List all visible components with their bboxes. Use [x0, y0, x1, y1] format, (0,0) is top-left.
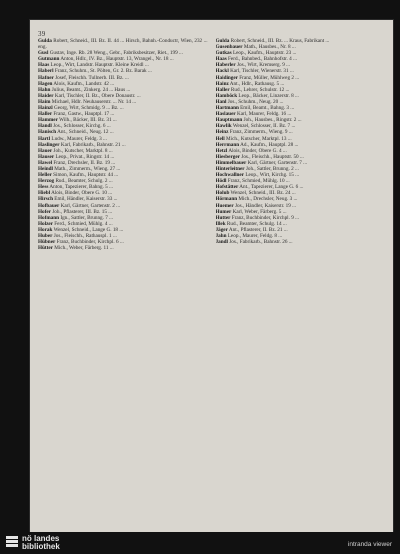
entry-name: Horak — [38, 226, 53, 233]
entry-name: Holzer — [38, 220, 53, 227]
entry-text: Alois, Kaufm., Landstr. 42 ... — [52, 80, 115, 87]
entry-name: Gulda — [215, 38, 230, 44]
text-columns — [38, 38, 385, 526]
entry-text: Wilh., Bäcker, III. Bz. 31 ... — [57, 117, 117, 124]
entry-name: Hartl — [38, 135, 51, 142]
entry-name: Hübner — [38, 239, 56, 246]
entry-text: Ant., Hdlr., Rathausg. 5 ... — [228, 80, 285, 87]
entry-name: Gutmann — [38, 56, 60, 63]
directory-entry — [216, 239, 386, 245]
entry-text: Ant., Pflasterer, II. Bz. 21 ... — [227, 226, 288, 233]
entry-name: Herrmann — [215, 141, 240, 148]
entry-text: Karl, Weber, Färberg. 5 ... — [231, 208, 287, 215]
entry-name: Gusl — [38, 50, 49, 57]
entry-text: Franz, Buchbinder, Kirchpl. 6 ... — [55, 239, 124, 246]
entry-text: Jos., Fleischh., Rathauspl. 1 ... — [52, 233, 117, 239]
entry-text: Karl, Maurer, Feldg. 16 ... — [235, 111, 292, 118]
entry-name: Hanl — [215, 98, 227, 105]
entry-name: Hahn — [38, 86, 51, 93]
entry-name: Haas — [215, 56, 227, 63]
entry-text: Joh., Kutscher, Marktpl. 8 ... — [52, 147, 113, 154]
entry-text: Jos., Fleischh., Hauptstr. 50 ... — [240, 153, 304, 160]
entry-name: Holub — [215, 190, 230, 197]
entry-name: Hetzl — [215, 147, 228, 154]
entry-text: Anton, Hdlr., IV. Bz., Hauptstr. 13, Wrangel., Nr. 18 ... — [59, 56, 174, 63]
entry-text: Ad., Kaufm., Hauptpl. 28 ... — [239, 141, 299, 148]
entry-name: Himmelbauer — [215, 159, 247, 166]
entry-text: Mich., Drechsler, Neug. 3 ... — [237, 196, 298, 203]
entry-text: Karl, Gärtner, Gartenstr. 7 ... — [246, 159, 308, 166]
entry-text: Josef, Fleischh. Tullnerb. III. Bz. ... — [53, 74, 129, 81]
entry-name: Gutkas — [215, 50, 232, 57]
entry-name: Gulda — [38, 38, 52, 44]
entry-text: Rud., Beamter, Schulg. 2 ... — [54, 178, 113, 185]
library-logo-text — [22, 535, 60, 551]
entry-name: Hamböck — [215, 92, 238, 99]
entry-text: Franz, Zimmerm., Wieng. 9 ... — [228, 129, 293, 136]
entry-name: Hackl — [215, 68, 229, 75]
entry-text: Karl, Tischler, II. Bz., Obere Donaustr. ... — [53, 92, 141, 99]
viewer-label: intranda viewer — [347, 541, 392, 548]
entry-name: Hauer — [38, 147, 53, 154]
entry-name: Illek — [215, 220, 226, 227]
entry-name: Hell — [215, 135, 225, 142]
entry-name: Hofbauer — [38, 202, 60, 209]
directory-entry — [38, 38, 208, 50]
entry-text: Leop., Kaufm., Hauptstr. 23 ... — [231, 50, 297, 57]
entry-name: Hartmann — [215, 105, 239, 112]
directory-entry — [38, 245, 208, 251]
entry-name: Hainzl — [38, 105, 53, 112]
entry-text: Simon, Kaufm., Hauptstr. 44 ... — [51, 172, 119, 179]
entry-name: Hiebl — [38, 190, 51, 197]
entry-name: Jäger — [215, 226, 228, 233]
entry-text: Jos., Wirt, Kremserg. 9 ... — [235, 62, 291, 69]
entry-name: Haider — [38, 92, 54, 99]
column-left — [38, 38, 208, 526]
entry-text: Julius, Beamt., Zinkerg. 24 ... Haus ... — [50, 86, 131, 93]
entry-text: Jos., Schlosser, Kirchg. 6 ... — [51, 123, 111, 130]
entry-name: Hainz — [215, 80, 229, 87]
entry-name: Hawel — [38, 159, 53, 166]
entry-name: Hochwallner — [215, 172, 245, 179]
entry-text: Karl, Tischler, Wienerstr. 31 ... — [228, 68, 294, 75]
entry-text: Rud., Beamter, Schulg. 14 ... — [225, 220, 287, 227]
entry-name: Jandl — [215, 239, 228, 246]
entry-text: Franz, Buchbinder, Kirchpl. 9 ... — [230, 214, 299, 221]
entry-name: Hütter — [38, 245, 53, 252]
entry-text: Franz, Müller, Mühlweg 2 ... — [237, 74, 300, 81]
entry-text: Leop., Privat., Ringstr. 14 ... — [54, 153, 115, 160]
entry-text: Wenzel, Schlosser, II. Bz. 7 ... — [231, 123, 296, 130]
entry-name: Hofer — [38, 208, 51, 215]
entry-name: Hinterleitner — [215, 165, 245, 172]
entry-name: Jahn — [215, 233, 227, 239]
entry-text: Franz, Gastw., Hauptpl. 17 ... — [52, 111, 115, 118]
page-number: 39 — [38, 30, 46, 38]
entry-text: Leop., Maurer, Feldg. 8 ... — [226, 233, 283, 239]
entry-name: Haberler — [215, 62, 236, 69]
entry-text: Joh., Hausbes., Ringstr. 2 ... — [242, 117, 302, 124]
entry-text: Karl, Fabrikarb., Bahnstr. 21 ... — [59, 141, 126, 148]
entry-text: Ant., Tapezierer, Lange G. 6 ... — [238, 184, 304, 191]
entry-name: Heinz — [215, 129, 229, 136]
entry-name: Hanisch — [38, 129, 57, 136]
entry-text: Ferd., Schmied, Mühlg. 4 ... — [52, 220, 113, 227]
scanned-page — [30, 20, 393, 532]
entry-name: Haslauer — [215, 111, 236, 118]
entry-name: Hammer — [38, 117, 58, 124]
entry-text: Mich., Kutscher, Marktpl. 13 ... — [224, 135, 292, 142]
entry-text: Ant., Schneid., Neug. 12 ... — [56, 129, 114, 136]
entry-text: Alois, Binder, Obere G. 4 ... — [227, 147, 287, 154]
entry-name: Haim — [38, 98, 51, 105]
entry-text: Gustav, Inge. Rb. 28 Weng., Gebr., Fabriksbesitzer, Riet., 199 ... — [48, 50, 183, 57]
entry-text: Robert, Schneid., III. Bz. II. 44 ... Hirsch, Bahnh.-Conductr, Wien, 232 ... eng. — [38, 38, 208, 51]
library-logo[interactable] — [6, 535, 60, 551]
entry-name: Haidinger — [215, 74, 238, 81]
entry-text: Alois, Binder, Obere G. 10 ... — [50, 190, 113, 197]
entry-name: Hawlik — [215, 123, 232, 130]
entry-text: Robert, Schneid., III. Bz. ... Kraus, Fabrikant ... — [229, 38, 330, 44]
entry-text: Jos., Fabrikarb., Bahnstr. 26 ... — [227, 239, 293, 246]
entry-text: Mich., Weber, Färberg. 11 ... — [52, 245, 114, 252]
logo-line-2: bibliothek — [22, 542, 60, 551]
entry-name: Hirsch — [38, 196, 53, 203]
entry-name: Hiesberger — [215, 153, 240, 160]
entry-name: Hafner — [38, 74, 54, 81]
library-logo-mark-icon — [6, 536, 18, 550]
entry-name: Heindl — [38, 165, 53, 172]
entry-name: Hödl — [215, 178, 227, 185]
entry-text: Karl, Gärtner, Gartenstr. 2 ... — [59, 202, 121, 209]
entry-text: Wenzel, Schneid., III. Bz. 24 ... — [229, 190, 296, 197]
entry-text: Anton, Tapezierer, Bahng. 5 ... — [48, 184, 113, 191]
entry-text: Franz, Schmied, Mühlg. 10 ... — [226, 178, 290, 185]
entry-text: Math., Zimmerm., Wieng. 27 ... — [53, 165, 121, 172]
entry-text: Joh., Pflasterer, III. Bz. 15 ... — [50, 208, 113, 215]
entry-text: Wenzel, Schneid., Lange G. 18 ... — [52, 226, 124, 233]
entry-text: Jos., Händler, Kaiserstr. 19 ... — [233, 202, 296, 209]
entry-text: Michael, Hdlr. Neuhauserstr. ... Nr. 14 ... — [50, 98, 137, 105]
entry-name: Hörmann — [215, 196, 238, 203]
entry-name: Haller — [38, 111, 53, 118]
entry-text: Joh., Sattler, Brunng. 2 ... — [244, 165, 299, 172]
entry-text: Math., Hausbes., Nr. 8 ... — [242, 44, 296, 51]
entry-text: Georg, Wirt, Schmidg. 9 ... Bz. ... — [52, 105, 124, 112]
entry-name: Heller — [38, 172, 52, 179]
entry-name: Hofstätter — [215, 184, 239, 191]
entry-name: Haas — [38, 62, 50, 69]
entry-text: Emil, Händler, Kaiserstr. 33 ... — [53, 196, 118, 203]
entry-name: Haslinger — [38, 141, 60, 148]
entry-name: Humer — [215, 208, 232, 215]
entry-text: Ign., Sattler, Brunng. 7 ... — [59, 214, 114, 221]
entry-name: Haller — [215, 86, 230, 93]
entry-text: Jos., Schuhm., Neug. 20 ... — [226, 98, 284, 105]
entry-name: Hauser — [38, 153, 55, 160]
entry-text: Franz, Schuhm., St. Pölten, Gr. 2. Bz. Barak ... — [53, 68, 152, 75]
entry-name: Hagen — [38, 80, 53, 87]
entry-text: Ludw., Maurer, Feldg. 3 ... — [50, 135, 107, 142]
entry-text: Rud., Lehrer, Schulstr. 12 ... — [229, 86, 290, 93]
entry-name: Huber — [38, 233, 53, 239]
column-right — [216, 38, 386, 526]
entry-name: Hess — [38, 184, 49, 191]
viewer-footer — [0, 532, 400, 554]
entry-name: Haberl — [38, 68, 54, 75]
entry-text: Leop., Bäcker, Linzerstr. 8 ... — [237, 92, 299, 99]
entry-name: Hofmann — [38, 214, 60, 221]
entry-text: Franz, Drechsler, II. Bz. 19 ... — [52, 159, 116, 166]
logo-line-1: nö landes — [22, 534, 60, 543]
entry-text: Leop., Wirt, Landstr. Hauptstr. Kleine Kreidl ... — [49, 62, 149, 69]
entry-name: Huemer — [215, 202, 234, 209]
entry-name: Hutter — [215, 214, 231, 221]
entry-name: Handl — [38, 123, 52, 130]
entry-text: Leop., Wirt, Kirchg. 15 ... — [244, 172, 300, 179]
entry-text: Ferd., Bahnbed., Bahnhofstr. 4 ... — [226, 56, 297, 63]
entry-name: Gusenbauer — [215, 44, 243, 51]
entry-name: Hauptmann — [215, 117, 243, 124]
entry-text: Emil, Beamt., Bahng. 3 ... — [238, 105, 295, 112]
entry-name: Herzog — [38, 178, 55, 185]
